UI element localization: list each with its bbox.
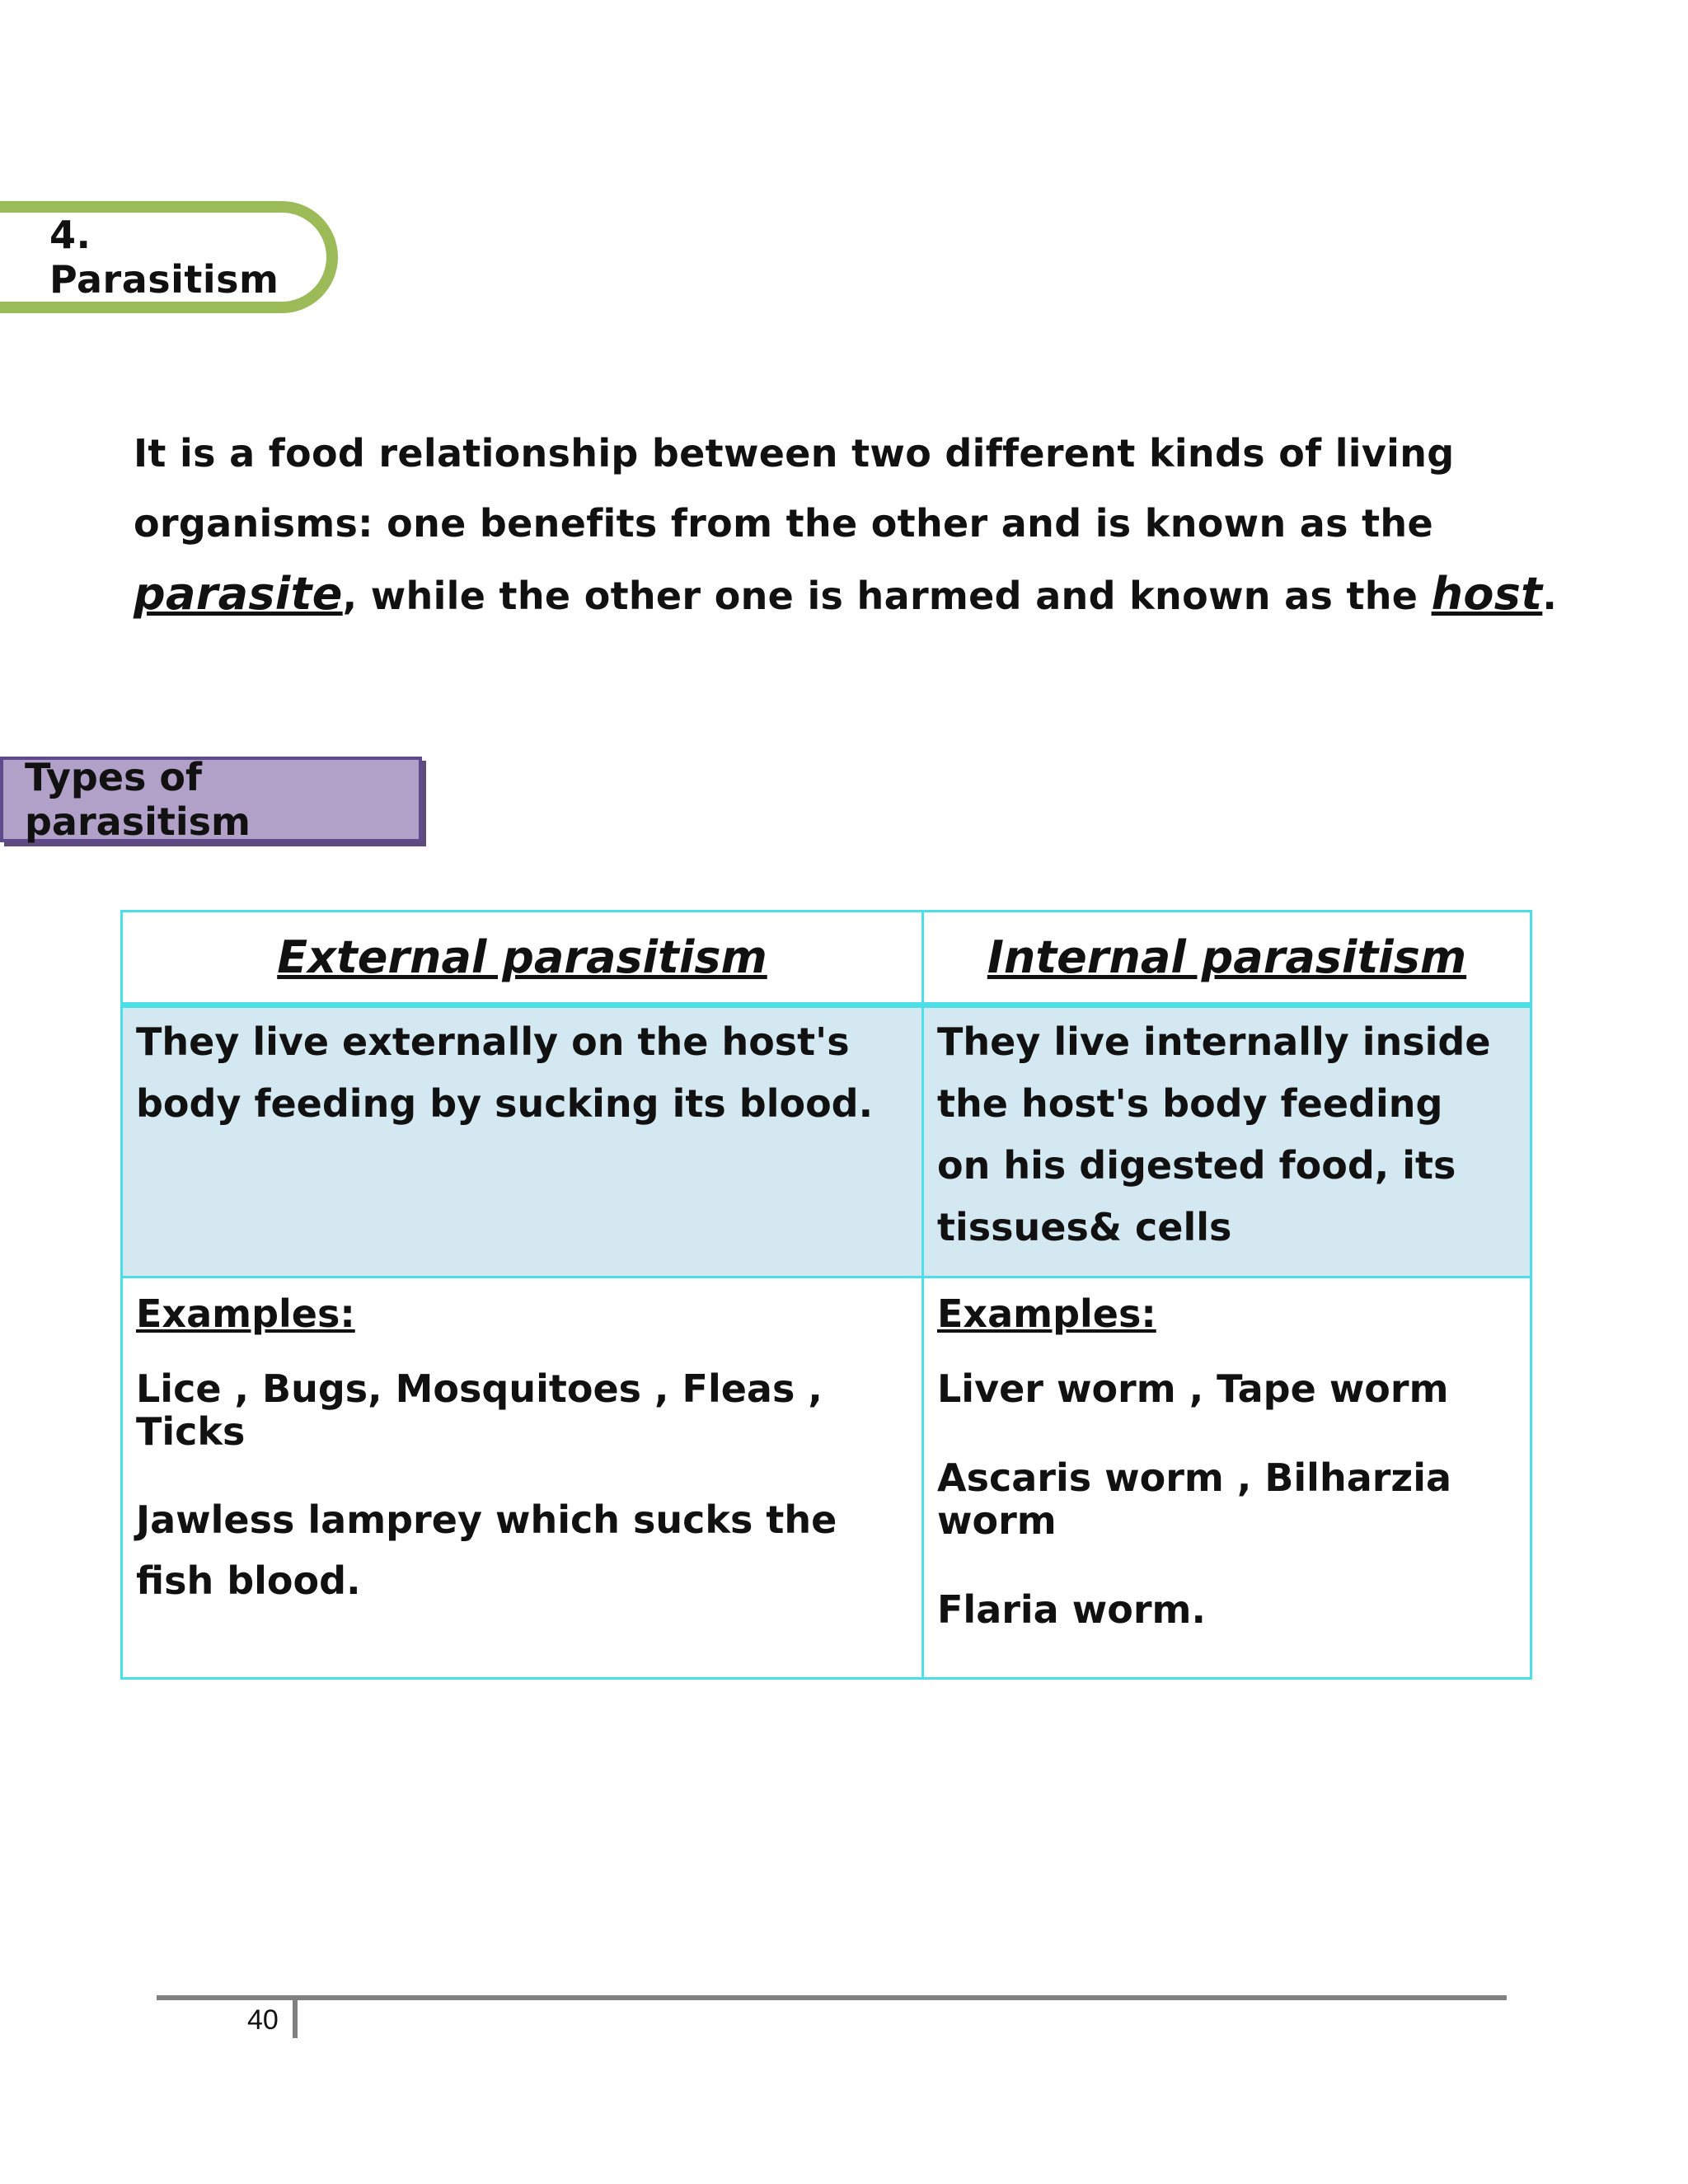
page-number: 40 [247,2004,279,2036]
external-example-1: Lice , Bugs, Mosquitoes , Fleas , Ticks [136,1366,823,1454]
table-header-row [122,912,1531,1005]
types-heading-text: Types of parasitism [25,755,251,844]
types-heading-box [0,757,422,842]
internal-example-2: Ascaris worm , Bilharzia worm [937,1455,1452,1543]
table-description-row [122,1005,1531,1277]
external-description: They live externally on the host's body feeding by sucking its blood. [122,1005,923,1277]
internal-examples-cell [923,1277,1531,1679]
term-parasite: parasite [134,568,343,620]
external-example-2: Jawless lamprey which sucks the fish blood. [136,1497,837,1603]
definition-part-2: , while the other one is harmed and known as the [342,574,1432,618]
internal-example-1: Liver worm , Tape worm [937,1366,1449,1411]
internal-examples-label: Examples: [937,1291,1156,1336]
internal-header: Internal parasitism [923,912,1531,1005]
term-host: host [1431,568,1543,620]
section-heading-text: 4. Parasitism [49,213,279,302]
footer-rule [157,1995,1507,2000]
parasitism-types-table [120,910,1532,1680]
internal-description: They live internally inside the host's body feeding on his digested food, its tissues& cells [923,1005,1531,1277]
definition-part-1: It is a food relationship between two different kinds of living organisms: one benefits from the other and is known as the [134,431,1455,546]
definition-paragraph [134,419,1584,631]
section-heading [0,201,338,313]
definition-part-3: . [1542,574,1558,618]
footer-tick [293,1995,298,2038]
table-examples-row [122,1277,1531,1679]
internal-example-3: Flaria worm. [937,1587,1206,1632]
external-examples-label: Examples: [136,1291,355,1336]
external-header: External parasitism [122,912,923,1005]
external-examples-cell [122,1277,923,1679]
